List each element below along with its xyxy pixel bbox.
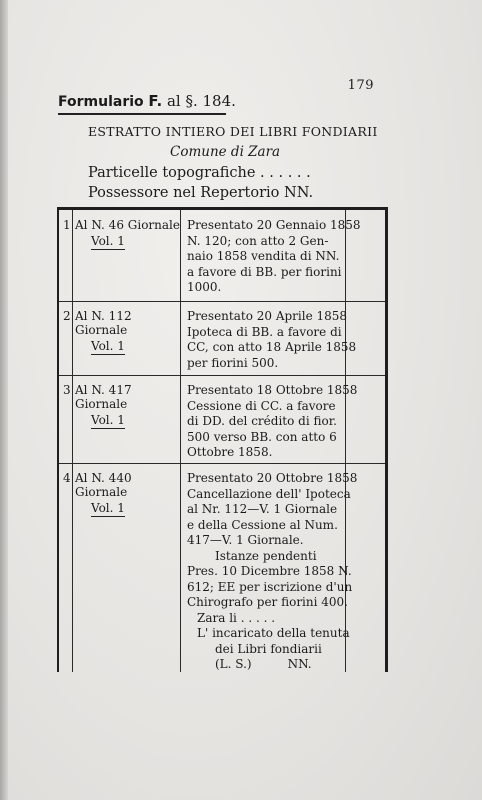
entry-volume: Vol. 1 [91, 413, 125, 427]
entry-number: 2 [63, 309, 71, 323]
register-entry [59, 463, 385, 675]
header-rule [58, 113, 226, 115]
document-title: ESTRATTO INTIERO DEI LIBRI FONDIARII [88, 124, 378, 139]
signature-line: L' incaricato della tenuta [197, 626, 350, 640]
page-number: 179 [347, 78, 374, 93]
entry-line: Presentato 20 Aprile 1858 [187, 309, 348, 323]
form-header-prefix: Formulario [58, 94, 144, 110]
register-entry [59, 210, 385, 302]
entry-journal-ref: Al N. 440 Giornale [75, 471, 132, 499]
document-subtitle: Comune di Zara [170, 144, 281, 160]
entry-line: e della Cessione al Num. [187, 517, 338, 532]
entry-line: Cessione di CC. a favore [187, 398, 336, 413]
entry-journal-ref: Al N. 112 Giornale [75, 309, 132, 337]
pending-line: Pres. 10 Dicembre 1858 N. [187, 564, 352, 578]
entry-volume: Vol. 1 [91, 339, 125, 353]
entry-journal-ref: Al N. 46 Giornale [75, 218, 180, 232]
form-header-section: al §. 184. [166, 92, 236, 110]
entry-description [187, 309, 357, 371]
register-entry [59, 375, 385, 464]
form-header [58, 92, 388, 110]
form-header-letter: F. [148, 92, 163, 110]
entry-number: 1 [63, 218, 71, 232]
entry-journal-ref: Al N. 417 Giornale [75, 383, 132, 411]
entry-description [187, 218, 361, 296]
entry-line: N. 120; con atto 2 Gen- [187, 233, 329, 248]
possessore-line: Possessore nel Repertorio NN. [88, 185, 314, 201]
entry-line: di DD. del crédito di fior. [187, 414, 337, 428]
entry-volume: Vol. 1 [91, 234, 125, 248]
pending-line: Chirografo per fiorini 400. [187, 595, 348, 609]
entry-line: Ipoteca di BB. a favore di [187, 324, 342, 339]
entry-line: Ottobre 1858. [187, 445, 273, 459]
entry-reference [75, 383, 183, 429]
entry-line: Presentato 18 Ottobre 1858 [187, 383, 358, 397]
place-date: Zara li . . . . . [197, 610, 276, 625]
pending-title: Istanze pendenti [215, 548, 317, 563]
entry-description [187, 383, 358, 461]
entry-line: al Nr. 112—V. 1 Giornale [187, 502, 338, 516]
seal-and-signer [187, 657, 347, 673]
entry-line: naio 1858 vendita di NN. [187, 249, 340, 263]
entry-reference [75, 471, 183, 517]
entry-number: 3 [63, 383, 71, 397]
signature-line: dei Libri fondiarii [215, 641, 322, 656]
entry-line: per fiorini 500. [187, 355, 279, 370]
entry-line: Cancellazione dell' Ipoteca [187, 486, 351, 501]
seal-mark: (L. S.) [215, 657, 252, 671]
entry-description [187, 471, 358, 673]
entry-number: 4 [63, 471, 71, 485]
entry-reference [75, 218, 183, 250]
signer-name: NN. [287, 657, 312, 671]
pending-line: 612; EE per iscrizione d'un [187, 579, 353, 594]
entry-line: 500 verso BB. con atto 6 [187, 429, 337, 444]
entry-volume: Vol. 1 [91, 501, 125, 515]
register-entry [59, 301, 385, 376]
book-spine [0, 0, 8, 800]
entry-line: Presentato 20 Ottobre 1858 [187, 471, 358, 485]
particelle-line: Particelle topografiche . . . . . . [88, 165, 311, 181]
entry-line: 417—V. 1 Giornale. [187, 533, 304, 547]
entry-line: Presentato 20 Gennaio 1858 [187, 218, 361, 232]
entry-line: CC, con atto 18 Aprile 1858 [187, 340, 357, 354]
register-table [57, 207, 388, 672]
entry-reference [75, 309, 183, 355]
entry-line: 1000. [187, 280, 222, 294]
entry-line: a favore di BB. per fiorini [187, 264, 342, 279]
